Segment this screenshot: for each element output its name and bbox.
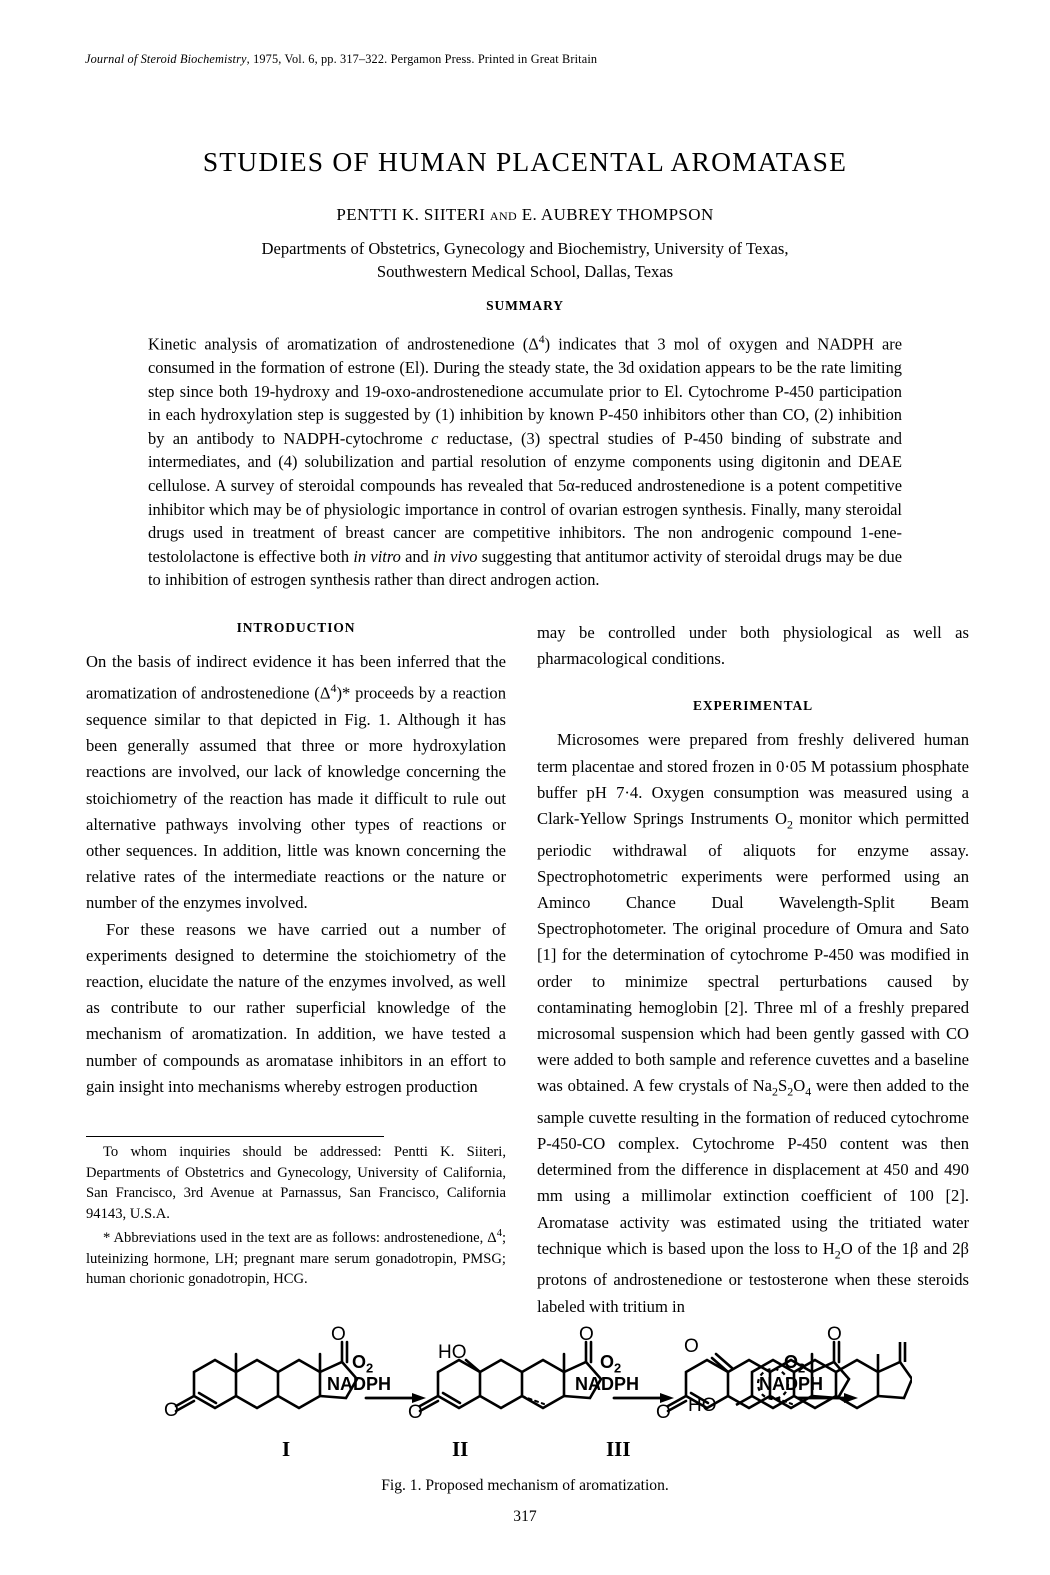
- authors: PENTTI K. SIITERI and E. AUBREY THOMPSON: [336, 205, 714, 224]
- hydroxyl-label: HO: [688, 1395, 717, 1416]
- figure-caption: Fig. 1. Proposed mechanism of aromatization.: [381, 1477, 669, 1494]
- structure-label-3: III: [606, 1437, 631, 1461]
- journal-name: Journal of Steroid Biochemistry: [85, 52, 247, 66]
- carbonyl-oxygen-label: O: [827, 1324, 842, 1345]
- figure-structure-labels: [150, 1437, 910, 1467]
- affiliation: [0, 237, 1050, 283]
- footnote-correspondence: To whom inquiries should be addressed: Pentti K. Siiteri, Departments of Obstetrics and Gynecology, University of California, San Francisco, 3rd Avenue at Parnassus, San Francisco, California 94143, U.S.A.: [86, 1144, 506, 1222]
- structure-label-1: I: [282, 1437, 291, 1461]
- affiliation-line-2: Southwestern Medical School, Dallas, Texas: [376, 262, 674, 281]
- experimental-heading: EXPERIMENTAL: [692, 698, 814, 714]
- affiliation-line-1: Departments of Obstetrics, Gynecology and Biochemistry, University of Texas,: [261, 239, 789, 258]
- reagent-oxygen-label-3: $O_2$: [784, 1352, 806, 1376]
- introduction-paragraph-2-continued: may be controlled under both physiological as well as pharmacological conditions.: [537, 623, 969, 669]
- reagent-nadph-label-3: NADPH: [759, 1374, 824, 1394]
- footnote-divider: [86, 1136, 384, 1137]
- hydroxyl-label: HO: [438, 1342, 467, 1363]
- column-left: [86, 620, 506, 1100]
- page-number: 317: [513, 1508, 537, 1525]
- aldehyde-oxygen-label: O: [684, 1336, 699, 1357]
- reagent-oxygen-label-2: $O_2$: [600, 1352, 622, 1376]
- carbonyl-oxygen-label: O: [408, 1402, 423, 1423]
- reagent-oxygen-label-1: $O_2$: [352, 1352, 374, 1376]
- carbonyl-oxygen-label: O: [579, 1324, 594, 1345]
- carbonyl-oxygen-label: O: [164, 1400, 179, 1421]
- experimental-paragraph-1: Microsomes were prepared from freshly delivered human term placentae and stored frozen in 0·05 M potassium phosphate buffer pH 7·4. Oxygen consumption was measured using a Clark-Yellow Springs Instruments $O_2$ monitor which permitted periodic withdrawal of aliquots for enzyme assay. Spectrophotometric experiments were performed using an Aminco Chance Dual Wavelength-Split Beam Spectrophotometer. The original procedure of Omura and Sato [1] for the determination of cytochrome P-450 was modified in order to minimize spectral perturbations caused by contaminating hemoglobin [2]. Three ml of a freshly prepared microsomal suspension which had been gently gassed with CO were added to both sample and reference cuvettes and a baseline was obtained. A few crystals of $Na_2S_2O_4$ were then added to the sample cuvette resulting in the formation of reduced cytochrome P-450-CO complex. Cytochrome P-450 content was then determined from the difference in displacement at 450 and 490 mm using a millimolar extinction coefficient of 100 [2]. Aromatase activity was estimated using the tritiated water technique which is based upon the loss to $H_2O$ of the 1β and 2β protons of androstenedione or testosterone when these steroids labeled with tritium in: [537, 730, 969, 1316]
- page-title: STUDIES OF HUMAN PLACENTAL AROMATASE: [202, 146, 848, 177]
- column-right: [537, 620, 969, 1320]
- reagent-nadph-label-1: NADPH: [327, 1374, 392, 1394]
- footnote-abbreviations: * Abbreviations used in the text are as follows: androstenedione, $\Delta^4$; luteinizing hormone, LH; pregnant mare serum gonadotropin, PMSG; human chorionic gonadotropin, HCG.: [86, 1228, 506, 1288]
- summary-heading: SUMMARY: [486, 298, 564, 313]
- journal-issue-info: , 1975, Vol. 6, pp. 317–322. Pergamon Press. Printed in Great Britain: [246, 52, 598, 66]
- running-head: [85, 52, 965, 67]
- carbonyl-oxygen-label: O: [331, 1324, 346, 1345]
- introduction-paragraph-1: On the basis of indirect evidence it has been inferred that the aromatization of androstenedione $(\Delta^4)*$ proceeds by a reaction sequence similar to that depicted in Fig. 1. Although it has been generally assumed that three or more hydroxylation reactions are involved, our lack of knowledge concerning the stoichiometry of the reaction has made it difficult to rule out alternative pathways involving other types of reactions or other sequences. In addition, little was known concerning the relative rates of the intermediate reactions or the nature or number of the enzymes involved.: [86, 652, 506, 913]
- summary-text: Kinetic analysis of aromatization of androstenedione $(\Delta^4)$ indicates that 3 mol of oxygen and NADPH are consumed in the formation of estrone (El). During the steady state, the 3d oxidation appears to be the rate limiting step since both 19-hydroxy and 19-oxo-androstenedione accumulate prior to El. Cytochrome P-450 participation in each hydroxylation step is suggested by (1) inhibition by known P-450 inhibitors other than CO, (2) inhibition by an antibody to NADPH-cytochrome c reductase, (3) spectral studies of P-450 binding of substrate and intermediates, and (4) solubilization and partial resolution of enzyme components using digitonin and DEAE cellulose. A survey of steroidal compounds has revealed that 5α-reduced androstenedione is a potent competitive inhibitor which may be of physiologic importance in control of ovarian estrogen synthesis. Finally, many steroidal drugs used in treatment of breast cancer are competitive inhibitors. The non androgenic compound 1-ene-testololactone is effective both in vitro and in vivo suggesting that antitumor activity of steroidal drugs may be due to inhibition of estrogen synthesis rather than direct androgen action.: [148, 332, 903, 590]
- carbonyl-oxygen-label: O: [656, 1402, 671, 1423]
- footnote-block: [86, 1142, 506, 1290]
- reagent-nadph-label-2: NADPH: [575, 1374, 640, 1394]
- structure-label-2: II: [452, 1437, 469, 1461]
- introduction-paragraph-2: For these reasons we have carried out a number of experiments designed to determine the stoichiometry of the reaction, elucidate the nature of the enzymes involved, as well as contribute to our rather superficial knowledge of the mechanism of aromatization. In addition, we have tested a number of compounds as aromatase inhibitors in an effort to gain insight into mechanisms whereby estrogen production: [86, 919, 506, 1096]
- introduction-heading: INTRODUCTION: [236, 620, 356, 635]
